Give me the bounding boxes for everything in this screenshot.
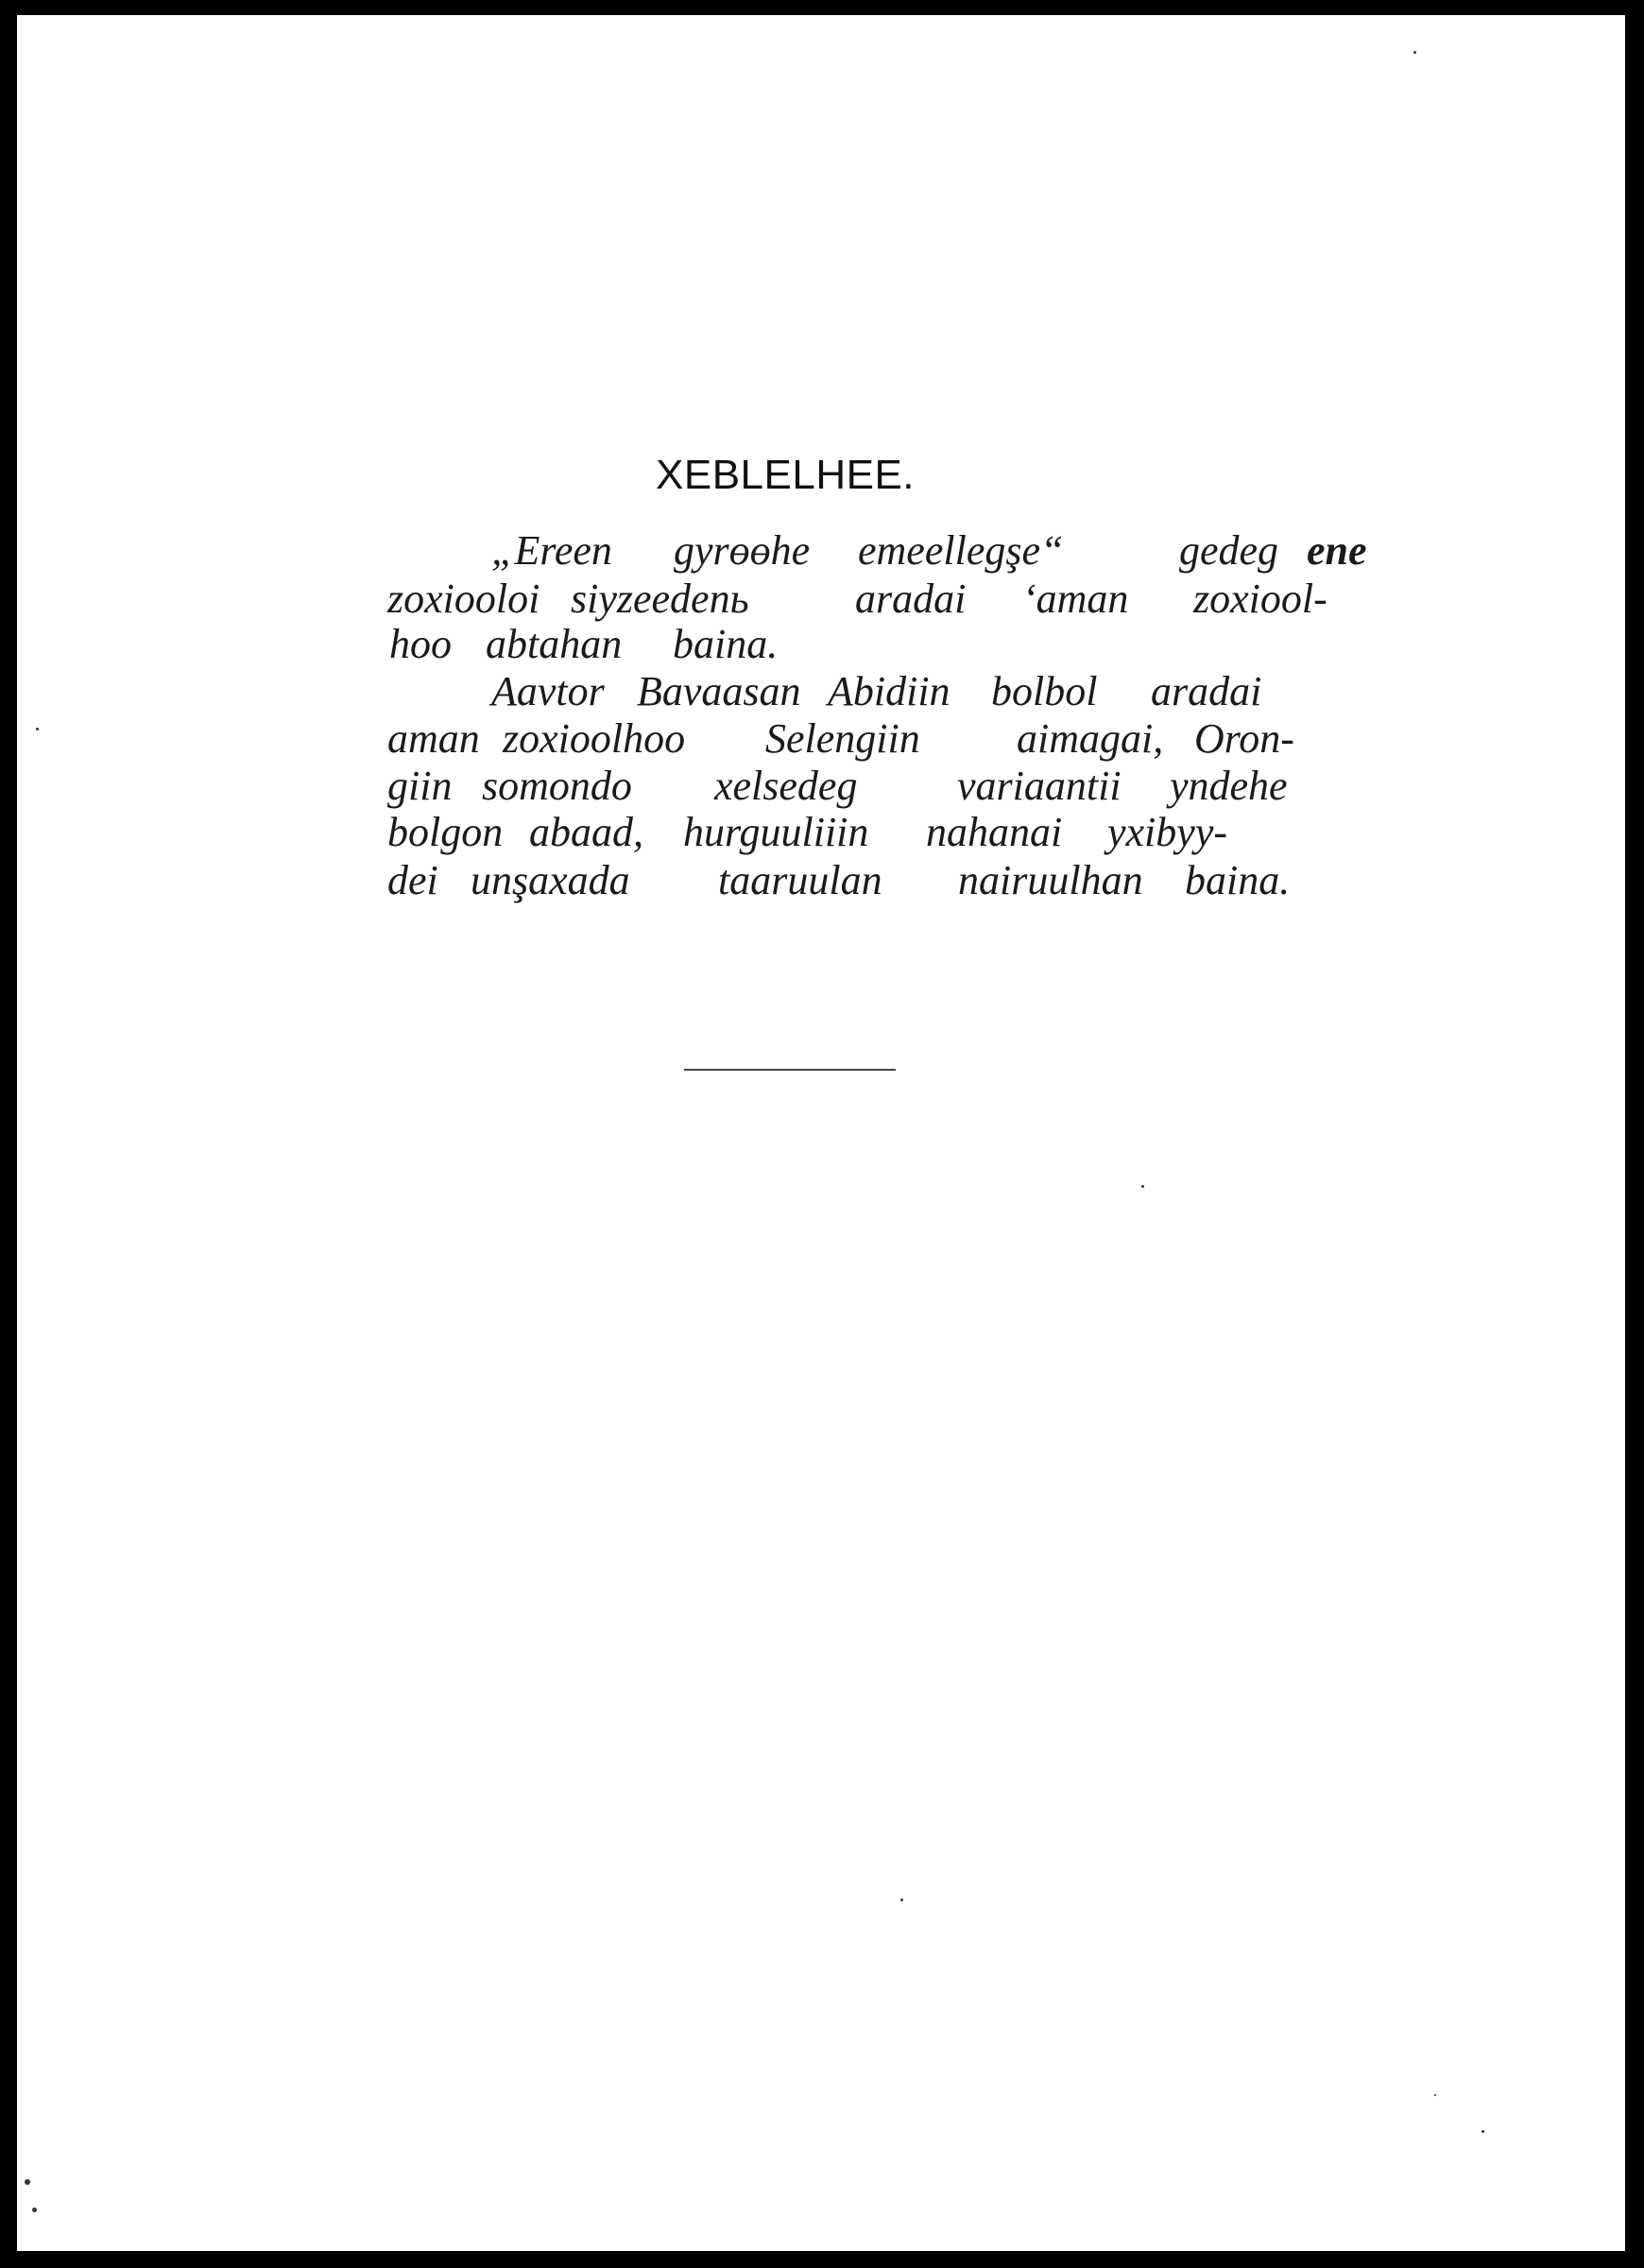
word: abaad, (529, 809, 643, 855)
word: taaruulan (718, 857, 882, 903)
word: hurguuliiin (683, 809, 869, 855)
word: aman (387, 715, 480, 762)
word: ʻaman (1022, 576, 1129, 622)
word: abtahan (486, 621, 623, 667)
word: variaantii (957, 763, 1122, 809)
scan-speck (1481, 2130, 1484, 2133)
scan-speck (900, 1899, 903, 1901)
word: zoxiooloi (387, 576, 540, 622)
word: siyzeedenь (571, 576, 749, 622)
word: zoxiool- (1193, 576, 1327, 622)
page-title: XEBLELHEE. (656, 452, 916, 498)
word: nairuulhan (958, 857, 1143, 903)
word: hoo (389, 621, 452, 667)
word: „Ereen (491, 527, 612, 574)
word: aimagai, (1017, 715, 1164, 762)
word: baina. (673, 621, 779, 667)
word: gyrөөhe (674, 527, 811, 574)
word: bolbol (991, 668, 1098, 714)
scan-speck (1413, 51, 1416, 54)
word: xelsedeg (714, 763, 858, 809)
word: emeellegşe“ (858, 527, 1064, 574)
scan-speck (36, 728, 39, 730)
scan-speck (32, 2208, 37, 2212)
word: Aavtor (491, 668, 605, 714)
word: Selengiin (765, 715, 920, 762)
scan-speck (25, 2179, 30, 2185)
scan-speck (1434, 2094, 1436, 2096)
word: Oron- (1194, 715, 1294, 762)
word: ene (1307, 527, 1367, 574)
word: somondo (482, 763, 632, 809)
scan-speck (1141, 1185, 1144, 1188)
word: baina. (1185, 857, 1291, 903)
word: aradai (855, 576, 967, 622)
section-divider (684, 1069, 896, 1071)
word: unşaxada (471, 857, 630, 903)
scanned-page (17, 15, 1625, 2251)
word: Bavaasan (637, 668, 801, 714)
word: nahanai (926, 809, 1063, 855)
word: yxibyy- (1107, 809, 1227, 855)
word: aradai (1151, 668, 1262, 714)
word: bolgon (387, 809, 504, 855)
word: Abidiin (828, 668, 950, 714)
word: yndehe (1170, 763, 1288, 809)
word: dei (387, 857, 438, 903)
word: zoxioolhoo (503, 715, 686, 762)
word: giin (387, 763, 453, 809)
word: gedeg (1179, 527, 1279, 574)
